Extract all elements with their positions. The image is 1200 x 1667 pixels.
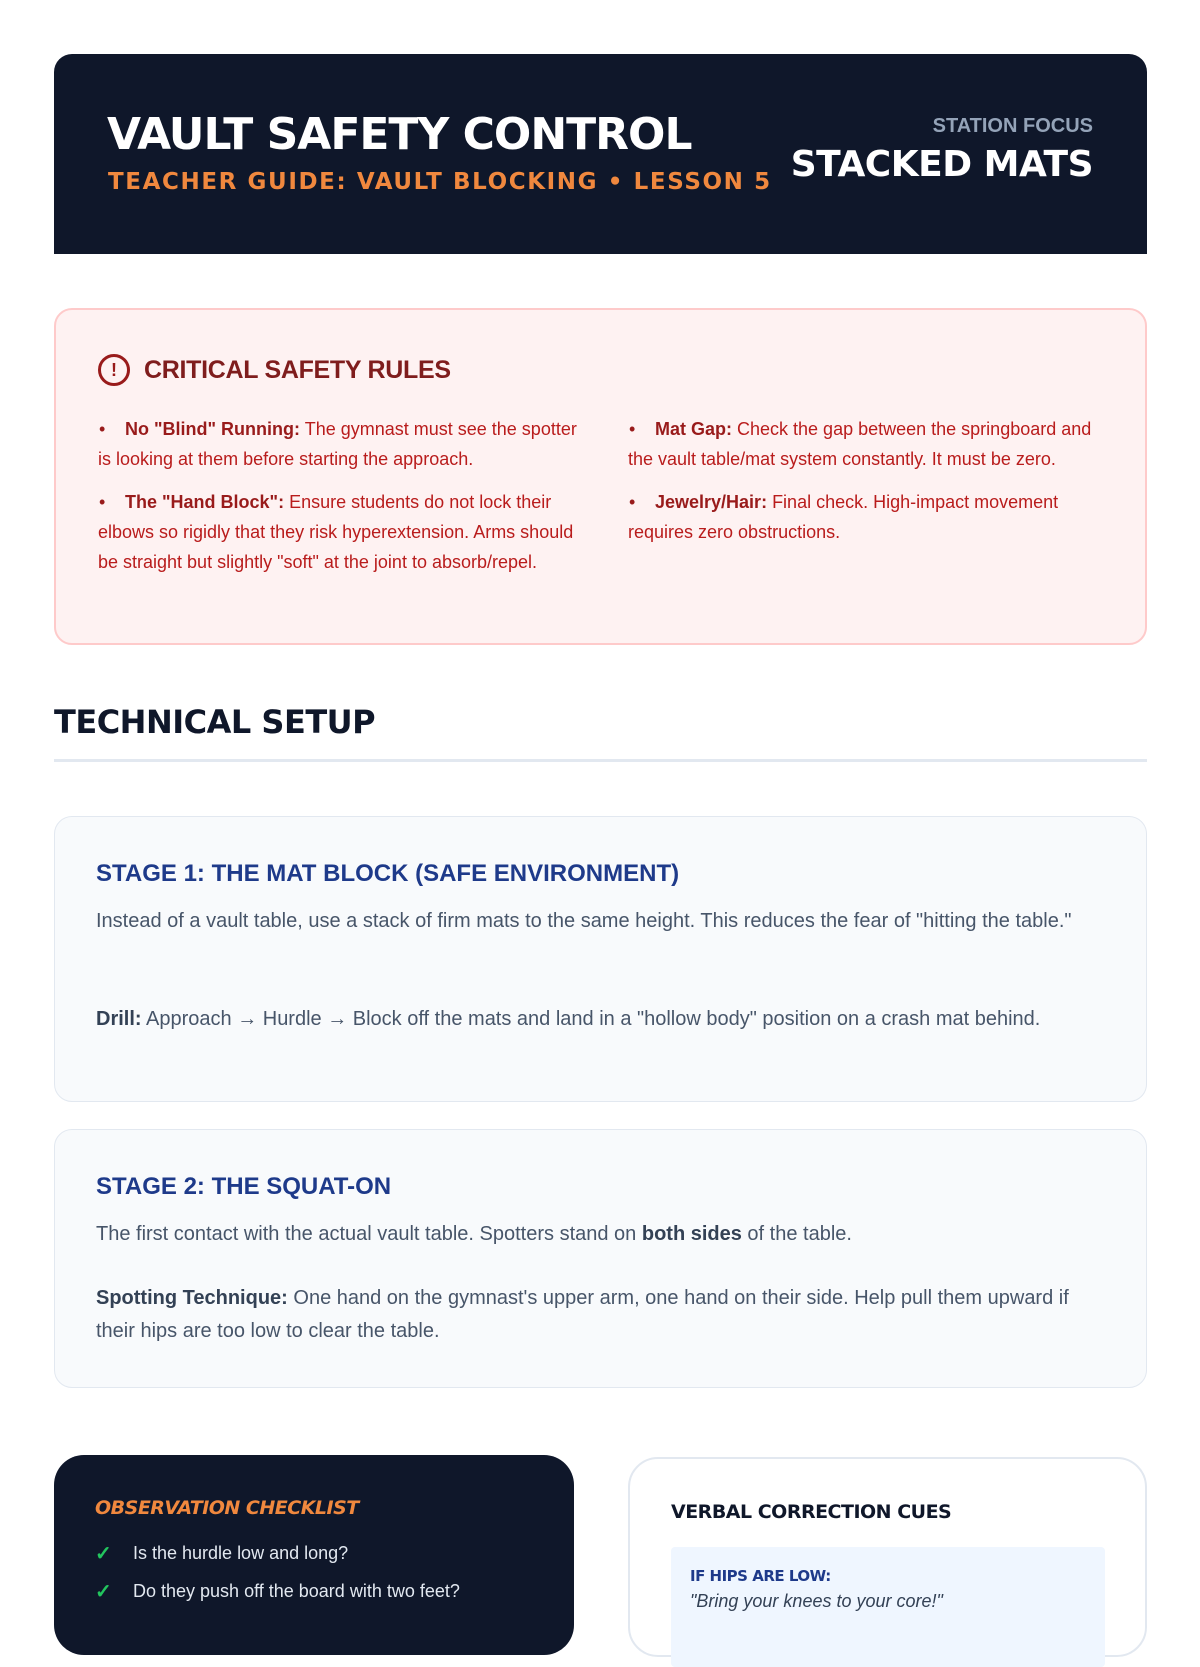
spotting-technique-label: Spotting Technique: xyxy=(96,1287,288,1309)
rule-text: The gymnast must see the spotter is looking at them before starting the approach. xyxy=(98,419,577,469)
checkmark-icon: ✓ xyxy=(95,1581,112,1603)
checklist-item-text: Is the hurdle low and long? xyxy=(133,1543,349,1563)
checkmark-icon: ✓ xyxy=(95,1543,112,1565)
safety-rule xyxy=(628,414,1108,474)
rule-term: Jewelry/Hair: xyxy=(655,492,768,512)
verbal-correction-cues-card xyxy=(628,1457,1147,1657)
bullet-icon: • xyxy=(99,492,106,512)
alert-circle-icon: ! xyxy=(98,354,130,386)
stage-2-text-end: of the table. xyxy=(741,1223,852,1245)
section-divider xyxy=(54,759,1147,762)
stage-1-card xyxy=(54,816,1147,1102)
technical-setup-heading: TECHNICAL SETUP xyxy=(54,703,376,741)
drill-text: Approach → Hurdle → Block off the mats and land in a "hollow body" position on a crash mat behind. xyxy=(141,1008,1041,1030)
stage-2-text: The first contact with the actual vault table. Spotters stand on xyxy=(96,1223,642,1245)
safety-rules-title: CRITICAL SAFETY RULES xyxy=(144,355,451,384)
station-focus-label: STATION FOCUS xyxy=(932,115,1093,137)
verbal-cues-title: VERBAL CORRECTION CUES xyxy=(671,1501,952,1523)
rule-text: Check the gap between the springboard and the vault table/mat system constantly. It must be zero. xyxy=(628,419,1092,469)
bullet-icon: • xyxy=(629,492,636,512)
rule-text: Final check. High-impact movement requires zero obstructions. xyxy=(628,492,1059,542)
safety-rule xyxy=(98,487,578,577)
safety-rules-right-column xyxy=(628,414,1108,560)
checklist-item-text: Do they push off the board with two feet? xyxy=(133,1581,460,1601)
safety-rules-left-column xyxy=(98,414,578,590)
stage-2-description xyxy=(96,1218,1106,1251)
page-subtitle: TEACHER GUIDE: VAULT BLOCKING • LESSON 5 xyxy=(108,169,772,195)
rule-term: Mat Gap: xyxy=(655,419,733,439)
station-focus-value: STACKED MATS xyxy=(790,144,1093,185)
stage-1-title: STAGE 1: THE MAT BLOCK (SAFE ENVIRONMENT) xyxy=(96,860,680,887)
cue-text: "Bring your knees to your core!" xyxy=(690,1591,943,1611)
stage-2-title: STAGE 2: THE SQUAT-ON xyxy=(96,1173,392,1200)
stage-1-description: Instead of a vault table, use a stack of firm mats to the same height. This reduces the fear of "hitting the table." xyxy=(96,910,1072,932)
checklist-item xyxy=(95,1541,348,1566)
safety-rule xyxy=(628,487,1108,547)
bullet-icon: • xyxy=(99,419,106,439)
header-banner xyxy=(54,54,1147,254)
cue-box xyxy=(671,1547,1105,1667)
observation-checklist-card xyxy=(54,1455,574,1655)
stage-1-drill xyxy=(96,1003,1106,1036)
spotting-technique-text: One hand on the gymnast's upper arm, one hand on their side. Help pull them upward if their hips are too low to clear the table. xyxy=(96,1287,1069,1342)
safety-rules-header xyxy=(98,354,451,386)
rule-term: The "Hand Block": xyxy=(125,492,285,512)
bullet-icon: • xyxy=(629,419,636,439)
observation-checklist-title: OBSERVATION CHECKLIST xyxy=(95,1497,359,1519)
stage-2-emphasis: both sides xyxy=(641,1223,742,1245)
checklist-item xyxy=(95,1579,460,1604)
page-title: VAULT SAFETY CONTROL xyxy=(107,109,692,160)
safety-rule xyxy=(98,414,578,474)
stage-2-card xyxy=(54,1129,1147,1388)
cue-label: IF HIPS ARE LOW: xyxy=(690,1567,831,1585)
drill-label: Drill: xyxy=(96,1008,142,1030)
safety-rules-panel xyxy=(54,308,1147,645)
spotting-technique xyxy=(96,1282,1106,1348)
rule-term: No "Blind" Running: xyxy=(125,419,301,439)
rule-text: Ensure students do not lock their elbows so rigidly that they risk hyperextension. Arms should be straight but slightly "soft" at the joint to absorb/repel. xyxy=(98,492,574,572)
